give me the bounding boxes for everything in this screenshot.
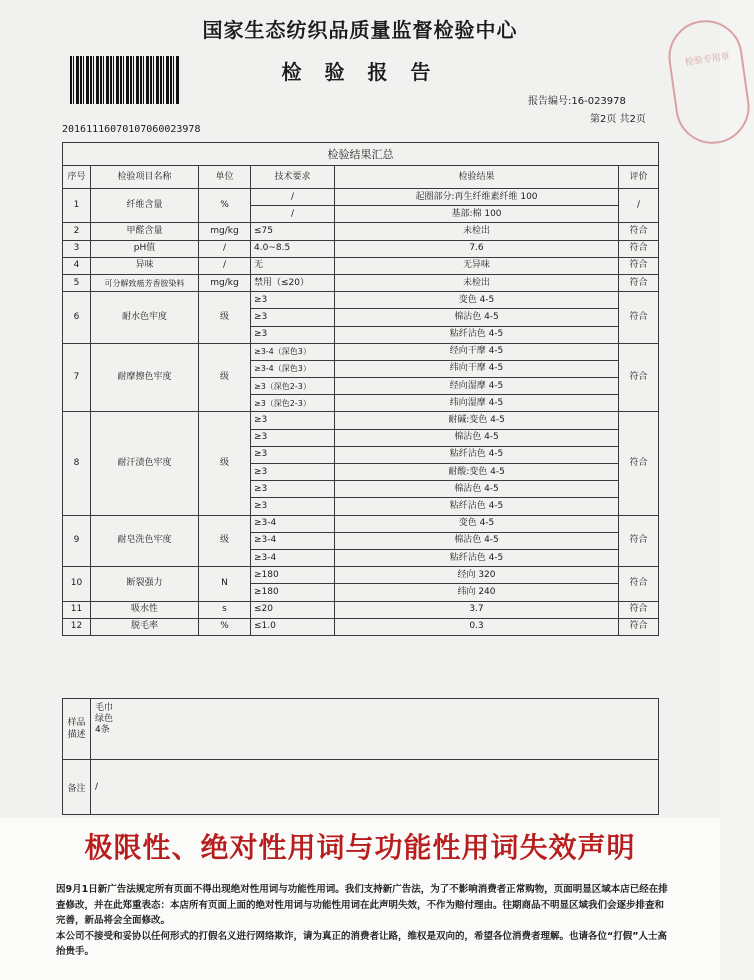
cell-result: 耐碱:变色 4-5 [335,412,619,429]
cell-result: 经向湿摩 4-5 [335,378,619,395]
cell-result: 变色 4-5 [335,515,619,532]
table-row [63,343,659,360]
cell-result: 耐酸:变色 4-5 [335,464,619,481]
report-number: 报告编号:16-023978 [528,96,626,107]
column-header: 检验项目名称 [91,166,199,189]
barcode [70,56,180,104]
cell-item: 脱毛率 [91,618,199,635]
cell-requirement: ≥3 [251,412,335,429]
cell-unit: N [199,567,251,601]
cell-unit: mg/kg [199,223,251,240]
cell-requirement: ≥3-4 [251,532,335,549]
cell-result: 粘纤沾色 4-5 [335,446,619,463]
cell-eval: 符合 [619,567,659,601]
cell-requirement: ≥3-4 [251,549,335,566]
cell-eval: 符合 [619,515,659,567]
cell-eval: / [619,189,659,223]
cell-requirement: ≥3 [251,326,335,343]
cell-result: 粘纤沾色 4-5 [335,498,619,515]
disclaimer-paragraph: 因9月1日新广告法规定所有页面不得出现绝对性用词与功能性用词。我们支持新广告法，为了不影响消费者正常购物，页面明显区域本店已经在排查修改，并在此郑重表态：本店所有页面上面的绝对性用词与功能性用词在此声明失效，不作为赔付理由。往期商品不明显区域我们会逐步排查和完善，新品将会全面修改。 [56,884,668,926]
cell-item: 吸水性 [91,601,199,618]
cell-eval: 符合 [619,274,659,291]
cell-requirement: ≥3 [251,446,335,463]
cell-item: 断裂强力 [91,567,199,601]
cell-result: 纬向湿摩 4-5 [335,395,619,412]
doc-title: 检 验 报 告 [281,60,439,84]
cell-eval: 符合 [619,412,659,515]
page-number: 第2页 共2页 [590,114,646,125]
cell-result: 起圈部分:再生纤维素纤维 100 [335,189,619,206]
disclaimer-section [0,818,720,980]
cell-unit: 级 [199,343,251,412]
table-caption: 检验结果汇总 [63,143,659,166]
cell-unit: % [199,189,251,223]
cell-unit: / [199,257,251,274]
cell-no: 10 [63,567,91,601]
cell-no: 3 [63,240,91,257]
cell-result: 棉沾色 4-5 [335,429,619,446]
cell-requirement: ≥3-4（深色3） [251,343,335,360]
cell-no: 5 [63,274,91,291]
cell-requirement: 无 [251,257,335,274]
disclaimer-body [56,882,672,960]
table-row [63,292,659,309]
cell-result: 基部:棉 100 [335,206,619,223]
cell-result: 无异味 [335,257,619,274]
cell-no: 9 [63,515,91,567]
cell-result: 经向干摩 4-5 [335,343,619,360]
cell-result: 经向 320 [335,567,619,584]
cell-result: 3.7 [335,601,619,618]
cell-result: 棉沾色 4-5 [335,481,619,498]
table-row [63,223,659,240]
column-header: 技术要求 [251,166,335,189]
cell-requirement: ≥3 [251,481,335,498]
cell-result: 0.3 [335,618,619,635]
cell-requirement: ≥3 [251,292,335,309]
column-header: 评价 [619,166,659,189]
cell-item: pH值 [91,240,199,257]
cell-requirement: ≥3 [251,498,335,515]
cell-no: 4 [63,257,91,274]
table-row [63,189,659,206]
table-row [63,567,659,584]
cell-item: 耐汗渍色牢度 [91,412,199,515]
cell-result: 7.6 [335,240,619,257]
cell-no: 1 [63,189,91,223]
cell-item: 耐摩擦色牢度 [91,343,199,412]
cell-result: 未检出 [335,274,619,291]
cell-requirement: / [251,189,335,206]
cell-unit: s [199,601,251,618]
results-table [62,142,659,636]
cell-requirement: ≥3 [251,464,335,481]
cell-requirement: ≤75 [251,223,335,240]
remark-label: 备注 [63,760,91,815]
cell-item: 纤维含量 [91,189,199,223]
table-row [63,240,659,257]
column-header: 单位 [199,166,251,189]
cell-no: 7 [63,343,91,412]
column-header: 序号 [63,166,91,189]
cell-item: 可分解致癌芳香胺染料 [91,274,199,291]
disclaimer-title: 极限性、绝对性用词与功能性用词失效声明 [84,831,636,864]
column-header: 检验结果 [335,166,619,189]
cell-requirement: ≥180 [251,584,335,601]
cell-requirement: ≥180 [251,567,335,584]
table-row [63,515,659,532]
cell-eval: 符合 [619,292,659,344]
cell-result: 未检出 [335,223,619,240]
cell-requirement: ≥3-4（深色3） [251,360,335,377]
cell-result: 棉沾色 4-5 [335,309,619,326]
cell-unit: 级 [199,515,251,567]
cell-requirement: ≤1.0 [251,618,335,635]
cell-requirement: ≥3 [251,429,335,446]
cell-result: 粘纤沾色 4-5 [335,549,619,566]
table-row [63,601,659,618]
sample-line: 绿色 [95,714,114,724]
cell-result: 棉沾色 4-5 [335,532,619,549]
cell-no: 11 [63,601,91,618]
cell-unit: / [199,240,251,257]
cell-requirement: ≥3（深色2-3） [251,395,335,412]
cell-result: 纬向干摩 4-5 [335,360,619,377]
serial-number: 20161116070107060023978 [62,124,201,135]
table-row [63,412,659,429]
cell-requirement: 禁用（≤20） [251,274,335,291]
cell-eval: 符合 [619,257,659,274]
cell-unit: mg/kg [199,274,251,291]
cell-eval: 符合 [619,618,659,635]
cell-item: 异味 [91,257,199,274]
org-name: 国家生态纺织品质量监督检验中心 [202,18,518,42]
cell-requirement: / [251,206,335,223]
sample-description [91,699,659,760]
cell-unit: % [199,618,251,635]
sample-label: 样品描述 [63,699,91,760]
cell-no: 8 [63,412,91,515]
remark-value: / [91,760,659,815]
cell-no: 6 [63,292,91,344]
cell-eval: 符合 [619,240,659,257]
cell-item: 甲醛含量 [91,223,199,240]
cell-unit: 级 [199,412,251,515]
cell-requirement: ≥3 [251,309,335,326]
cell-eval: 符合 [619,601,659,618]
cell-requirement: ≥3-4 [251,515,335,532]
cell-eval: 符合 [619,343,659,412]
cell-result: 变色 4-5 [335,292,619,309]
cell-item: 耐水色牢度 [91,292,199,344]
table-row [63,257,659,274]
disclaimer-paragraph: 本公司不接受和妥协以任何形式的打假名义进行网络欺诈，请为真正的消费者让路，维权是双向的，希望各位消费者理解。也请各位“打假”人士高抬贵手。 [56,930,667,957]
cell-item: 耐皂洗色牢度 [91,515,199,567]
cell-no: 2 [63,223,91,240]
table-row [63,274,659,291]
cell-requirement: ≥3（深色2-3） [251,378,335,395]
cell-requirement: ≤20 [251,601,335,618]
cell-requirement: 4.0~8.5 [251,240,335,257]
sample-table [62,698,659,815]
cell-eval: 符合 [619,223,659,240]
cell-result: 粘纤沾色 4-5 [335,326,619,343]
stamp-text: 检验专用章 [684,51,731,69]
cell-no: 12 [63,618,91,635]
table-row [63,618,659,635]
sample-line: 毛巾 [95,703,114,713]
cell-result: 纬向 240 [335,584,619,601]
sample-line: 4条 [95,725,110,735]
cell-unit: 级 [199,292,251,344]
